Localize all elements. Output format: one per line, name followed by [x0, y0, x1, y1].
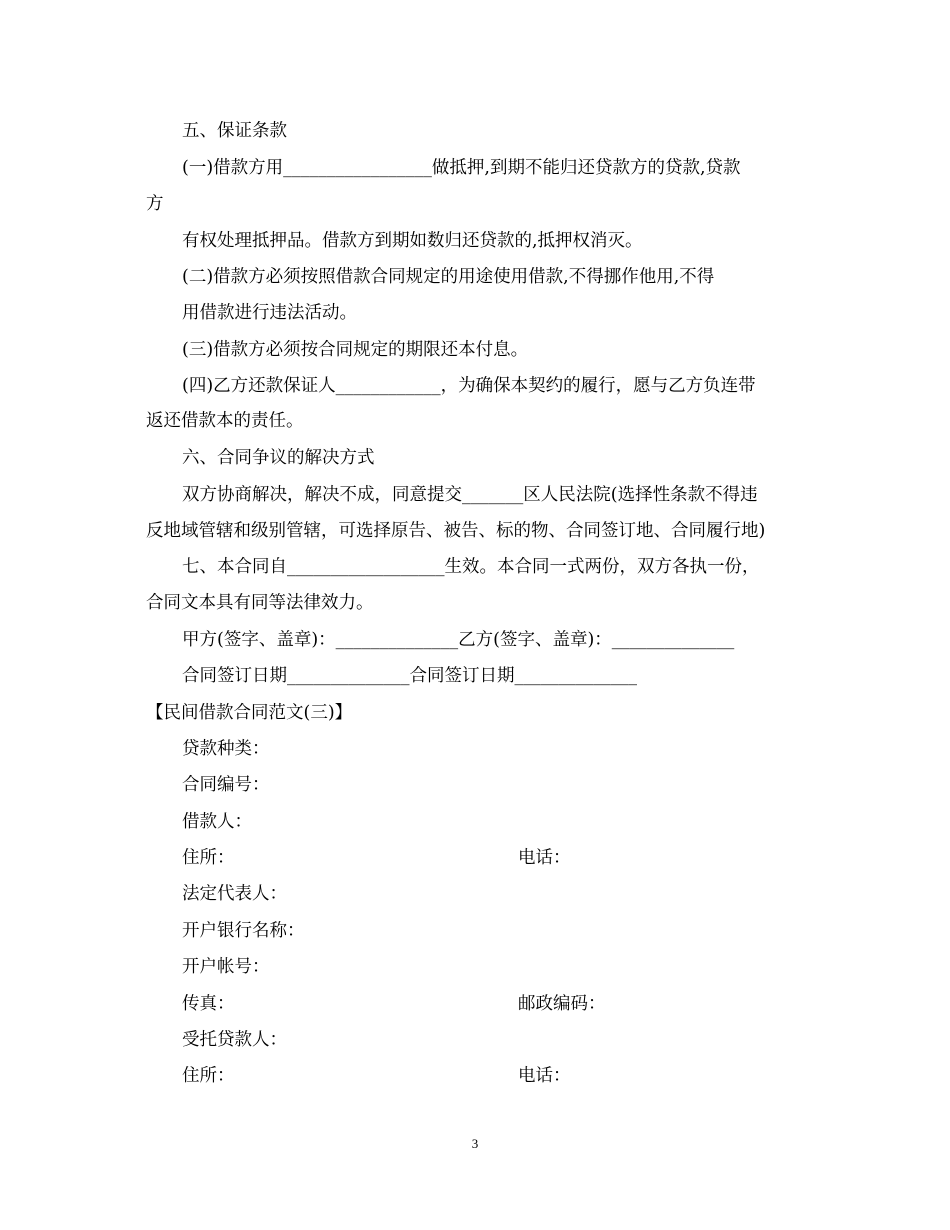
guarantee-clause-2-cont: 用借款进行违法活动。	[182, 303, 357, 323]
field-lender-contact	[0, 1061, 950, 1091]
field-account-number: 开户帐号：	[182, 957, 270, 977]
section-7-wrap: 合同文本具有同等法律效力。	[146, 593, 374, 613]
field-fax: 传真：	[182, 994, 235, 1014]
signing-date-line: 合同签订日期______________合同签订日期______________	[182, 666, 637, 686]
guarantee-clause-4: (四)乙方还款保证人____________，为确保本契约的履行，愿与乙方负连带	[182, 376, 756, 396]
field-borrower-contact	[0, 843, 950, 873]
section-7-text: 七、本合同自__________________生效。本合同一式两份，双方各执一份，	[182, 557, 760, 577]
field-borrower-phone: 电话：	[518, 848, 571, 868]
guarantee-clause-1-cont: 有权处理抵押品。借款方到期如数归还贷款的,抵押权消灭。	[182, 231, 643, 251]
guarantee-clause-3: (三)借款方必须按合同规定的期限还本付息。	[182, 340, 529, 360]
guarantee-clause-4-wrap: 返还借款本的责任。	[146, 411, 304, 431]
template-3-title: 【民间借款合同范文(三)】	[146, 703, 353, 723]
field-contract-number: 合同编号：	[182, 775, 270, 795]
field-entrusted-lender: 受托贷款人：	[182, 1030, 287, 1050]
dispute-resolution-text: 双方协商解决，解决不成，同意提交_______区人民法院(选择性条款不得违	[182, 485, 758, 505]
guarantee-clause-1-wrap: 方	[146, 194, 164, 214]
field-borrower-address: 住所：	[182, 848, 235, 868]
field-lender-phone: 电话：	[518, 1066, 571, 1086]
page-number: 3	[471, 1136, 479, 1151]
guarantee-clause-2: (二)借款方必须按照借款合同规定的用途使用借款,不得挪作他用,不得	[182, 267, 715, 287]
field-borrower: 借款人：	[182, 812, 252, 832]
field-loan-type: 贷款种类：	[182, 739, 270, 759]
guarantee-clause-1: (一)借款方用_________________做抵押,到期不能归还贷款方的贷款,贷款	[182, 158, 741, 178]
field-postal-code: 邮政编码：	[518, 994, 606, 1014]
section-5-heading: 五、保证条款	[182, 121, 287, 141]
signature-line: 甲方(签字、盖章)：______________乙方(签字、盖章)：______________	[182, 630, 735, 650]
section-6-heading: 六、合同争议的解决方式	[182, 448, 375, 468]
field-bank-name: 开户银行名称：	[182, 921, 305, 941]
dispute-resolution-wrap: 反地域管辖和级别管辖，可选择原告、被告、标的物、合同签订地、合同履行地)	[146, 521, 766, 541]
field-legal-representative: 法定代表人：	[182, 884, 287, 904]
field-lender-address: 住所：	[182, 1066, 235, 1086]
field-fax-postal	[0, 989, 950, 1019]
